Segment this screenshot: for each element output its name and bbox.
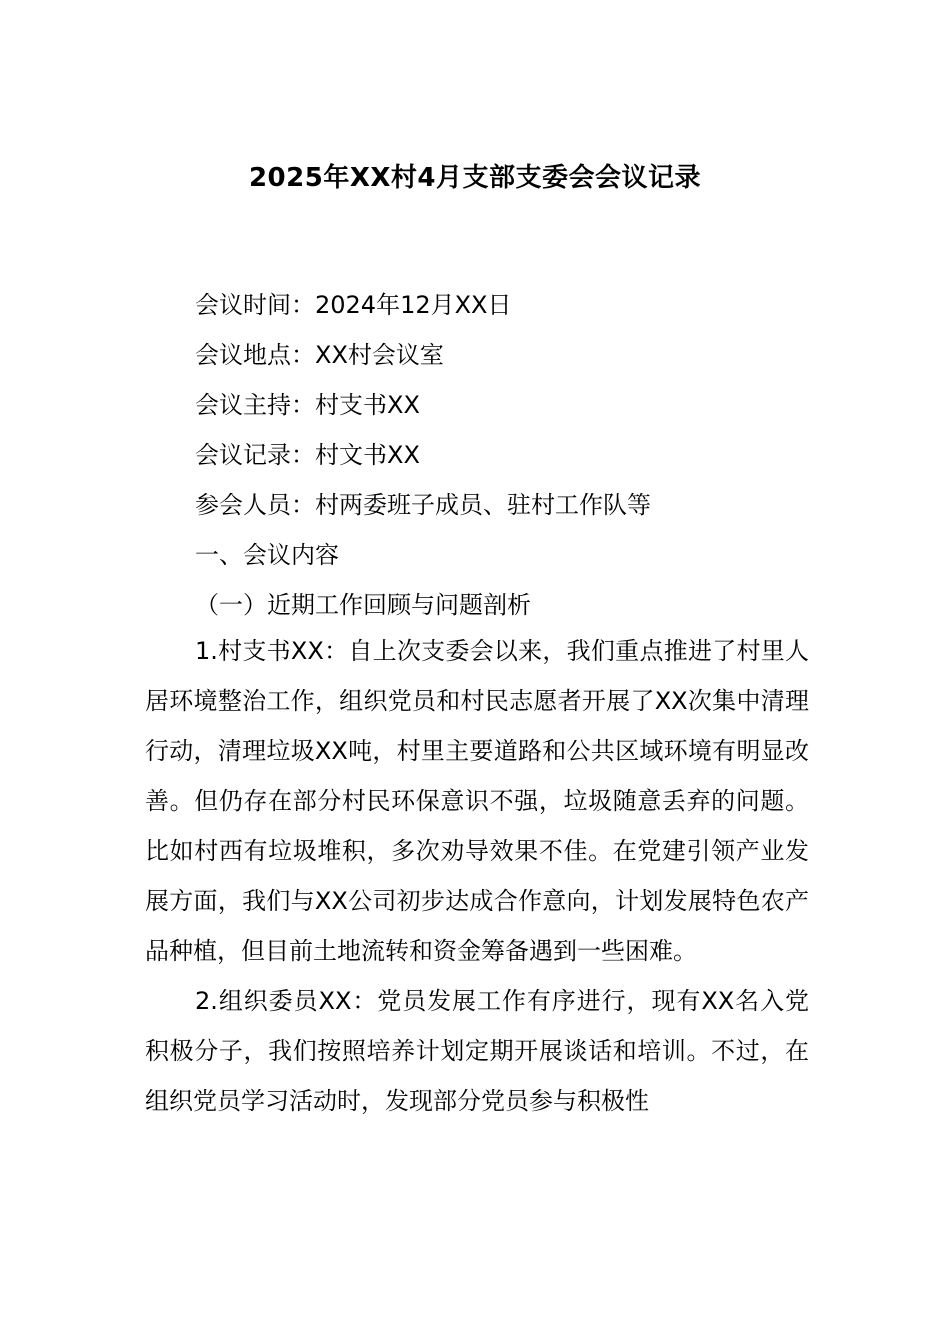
meeting-attendees: 参会人员：村两委班子成员、驻村工作队等 (195, 491, 651, 519)
paragraph-2: 2.组织委员XX：党员发展工作有序进行，现有XX名入党积极分子，我们按照培养计划定期开展谈话和培训。不过，在组织党员学习活动时，发现部分党员参与积极性 (145, 987, 809, 1115)
meeting-recorder: 会议记录：村文书XX (195, 441, 420, 469)
meeting-location: 会议地点：XX村会议室 (195, 341, 444, 369)
meeting-time: 会议时间：2024年12月XX日 (195, 291, 512, 319)
paragraph-1: 1.村支书XX：自上次支委会以来，我们重点推进了村里人居环境整治工作，组织党员和村民志愿者开展了XX次集中清理行动，清理垃圾XX吨，村里主要道路和公共区域环境有明显改善。但仍存在部分村民环保意识不强，垃圾随意丢弃的问题。比如村西有垃圾堆积，多次劝导效果不佳。在党建引领产业发展方面，我们与XX公司初步达成合作意向，计划发展特色农产品种植，但目前土地流转和资金筹备遇到一些困难。 (145, 637, 809, 965)
document-body (145, 626, 809, 1126)
section-heading: 一、会议内容 (195, 541, 339, 569)
meeting-host: 会议主持：村支书XX (195, 391, 420, 419)
document-title: 2025年XX村4月支部支委会会议记录 (248, 163, 702, 193)
subsection-heading: （一）近期工作回顾与问题剖析 (195, 591, 531, 619)
meeting-info (195, 280, 835, 630)
